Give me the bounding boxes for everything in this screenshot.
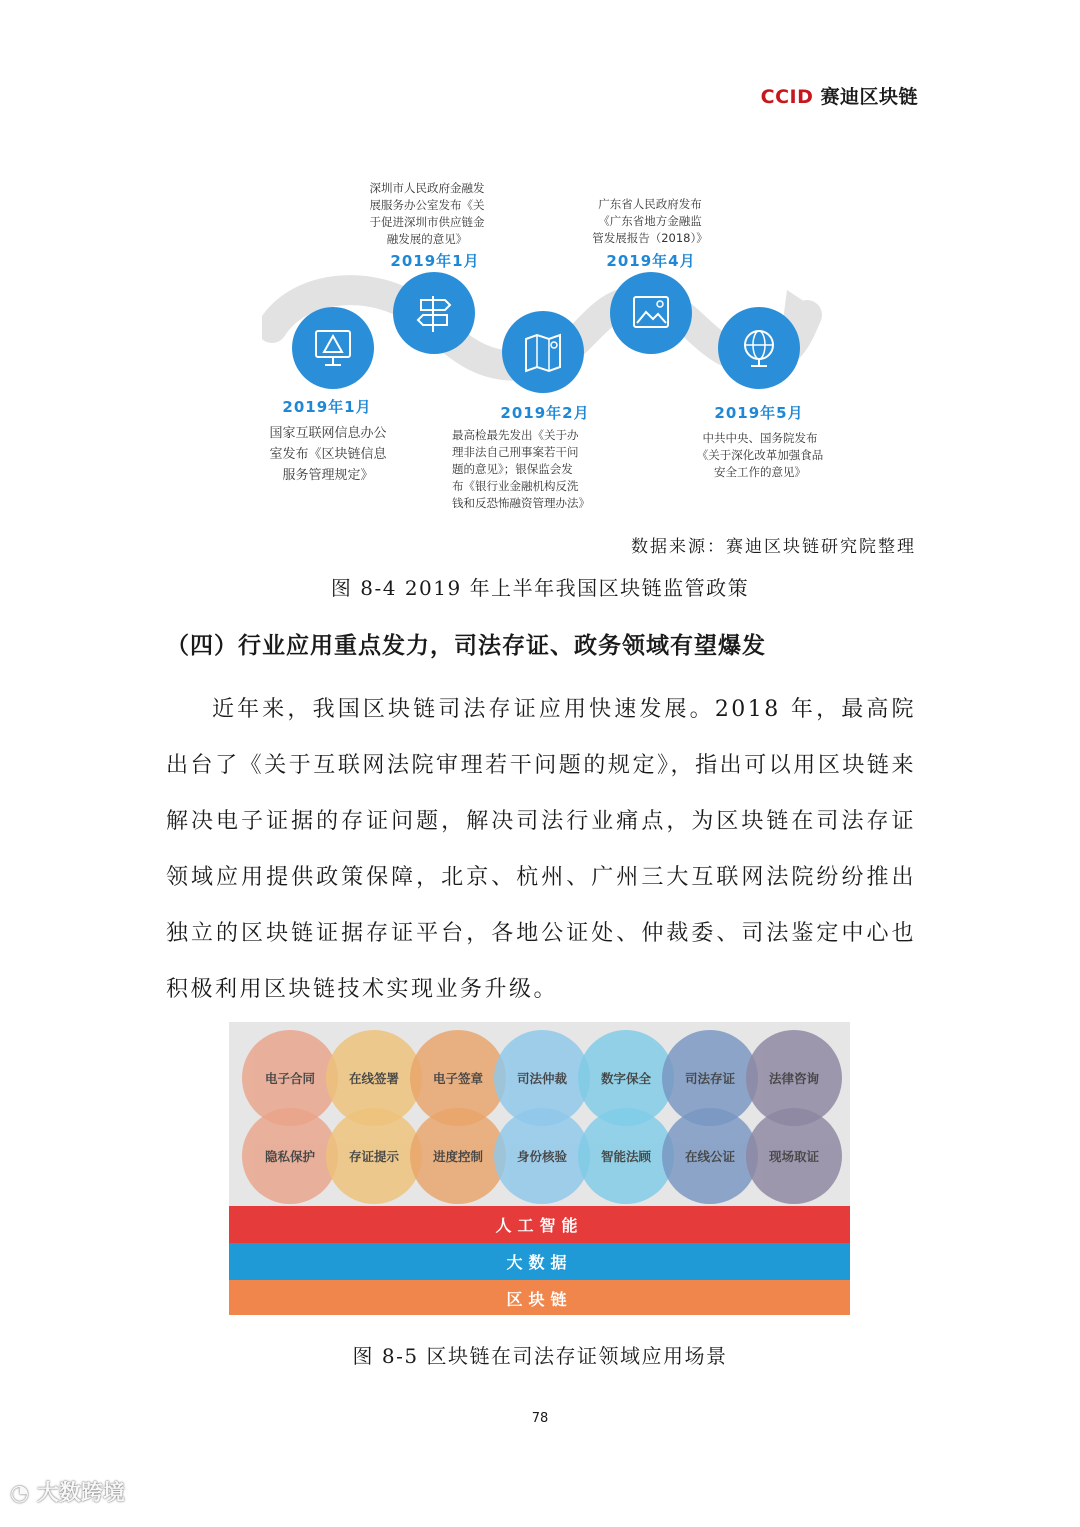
brand-subtitle: 赛迪区块链 [820,86,918,108]
bubble-evidence-reminder: 存证提示 [326,1108,422,1204]
bubble-online-notarization: 在线公证 [662,1108,758,1204]
picture-icon [610,272,692,354]
timeline-date-3: 2019年2月 [500,404,590,422]
bubble-electronic-contract: 电子合同 [242,1030,338,1126]
map-icon [502,311,584,393]
body-paragraph [166,682,916,1018]
timeline-text-1: 国家互联网信息办公 室发布《区块链信息 服务管理规定》 [269,426,387,483]
bubble-progress-control: 进度控制 [410,1108,506,1204]
header-logo [761,82,918,109]
bubble-privacy-protection: 隐私保护 [242,1108,338,1204]
band-big-data: 大数据 [229,1243,850,1280]
timeline-date-1: 2019年1月 [282,398,372,416]
warning-monitor-icon [292,307,374,389]
brand-ccid: CCID [760,86,814,108]
figure-caption-8-5: 图 8-5 区块链在司法存证领域应用场景 [352,1344,728,1368]
watermark-text: 大数跨境 [36,1481,125,1506]
watermark [10,1476,125,1507]
timeline-node-1 [292,307,374,389]
bubble-smart-legal-advisor: 智能法顾 [578,1108,674,1204]
section-heading: （四）行业应用重点发力，司法存证、政务领域有望爆发 [166,633,766,659]
timeline-date-4: 2019年4月 [606,252,696,270]
timeline-node-3 [502,311,584,393]
bubble-online-signing: 在线签署 [326,1030,422,1126]
bubble-identity-verification: 身份核验 [494,1108,590,1204]
globe-icon [718,307,800,389]
paragraph-text: 近年来，我国区块链司法存证应用快速发展。2018 年，最高院出台了《关于互联网法院审理若干问题的规定》，指出可以用区块链来解决电子证据的存证问题，解决司法行业痛点，为区块链在司法存证领域应用提供政策保障，北京、杭州、广州三大互联网法院纷纷推出独立的区块链证据存证平台，各地公证处、仲裁委、司法鉴定中心也积极利用区块链技术实现业务升级。 [166,697,916,1002]
bubble-onsite-evidence: 现场取证 [746,1108,842,1204]
timeline-text-5: 中共中央、国务院发布 《关于深化改革加强食品 安全工作的意见》 [696,431,824,479]
bubble-judicial-evidence: 司法存证 [662,1030,758,1126]
timeline-node-4 [610,272,692,354]
timeline-date-5: 2019年5月 [714,404,804,422]
timeline-text-3: 最高检最先发出《关于办 理非法自己刑事案若干问 题的意见》；银保监会发 布《银行业金融机构反洗 钱和反恐怖融资管理办法》 [452,428,590,510]
timeline-text-4: 广东省人民政府发布 《广东省地方金融监 管发展报告（2018）》 [592,197,708,245]
timeline-text-2: 深圳市人民政府金融发 展服务办公室发布《关 于促进深圳市供应链金 融发展的意见》 [369,181,485,246]
page-number: 78 [531,1411,549,1426]
bubble-judicial-arbitration: 司法仲裁 [494,1030,590,1126]
bubble-legal-consulting: 法律咨询 [746,1030,842,1126]
timeline-date-2: 2019年1月 [390,252,480,270]
bubble-digital-preservation: 数字保全 [578,1030,674,1126]
data-source: 数据来源：赛迪区块链研究院整理 [631,537,916,557]
signpost-icon [393,272,475,354]
figure-8-5 [229,1022,850,1315]
weibo-icon: ◔ [10,1481,30,1506]
timeline-node-2 [393,272,475,354]
band-blockchain: 区块链 [229,1280,850,1315]
band-ai: 人工智能 [229,1206,850,1243]
bubble-electronic-seal: 电子签章 [410,1030,506,1126]
figure-caption-8-4: 图 8-4 2019 年上半年我国区块链监管政策 [330,576,750,600]
timeline-node-5 [718,307,800,389]
